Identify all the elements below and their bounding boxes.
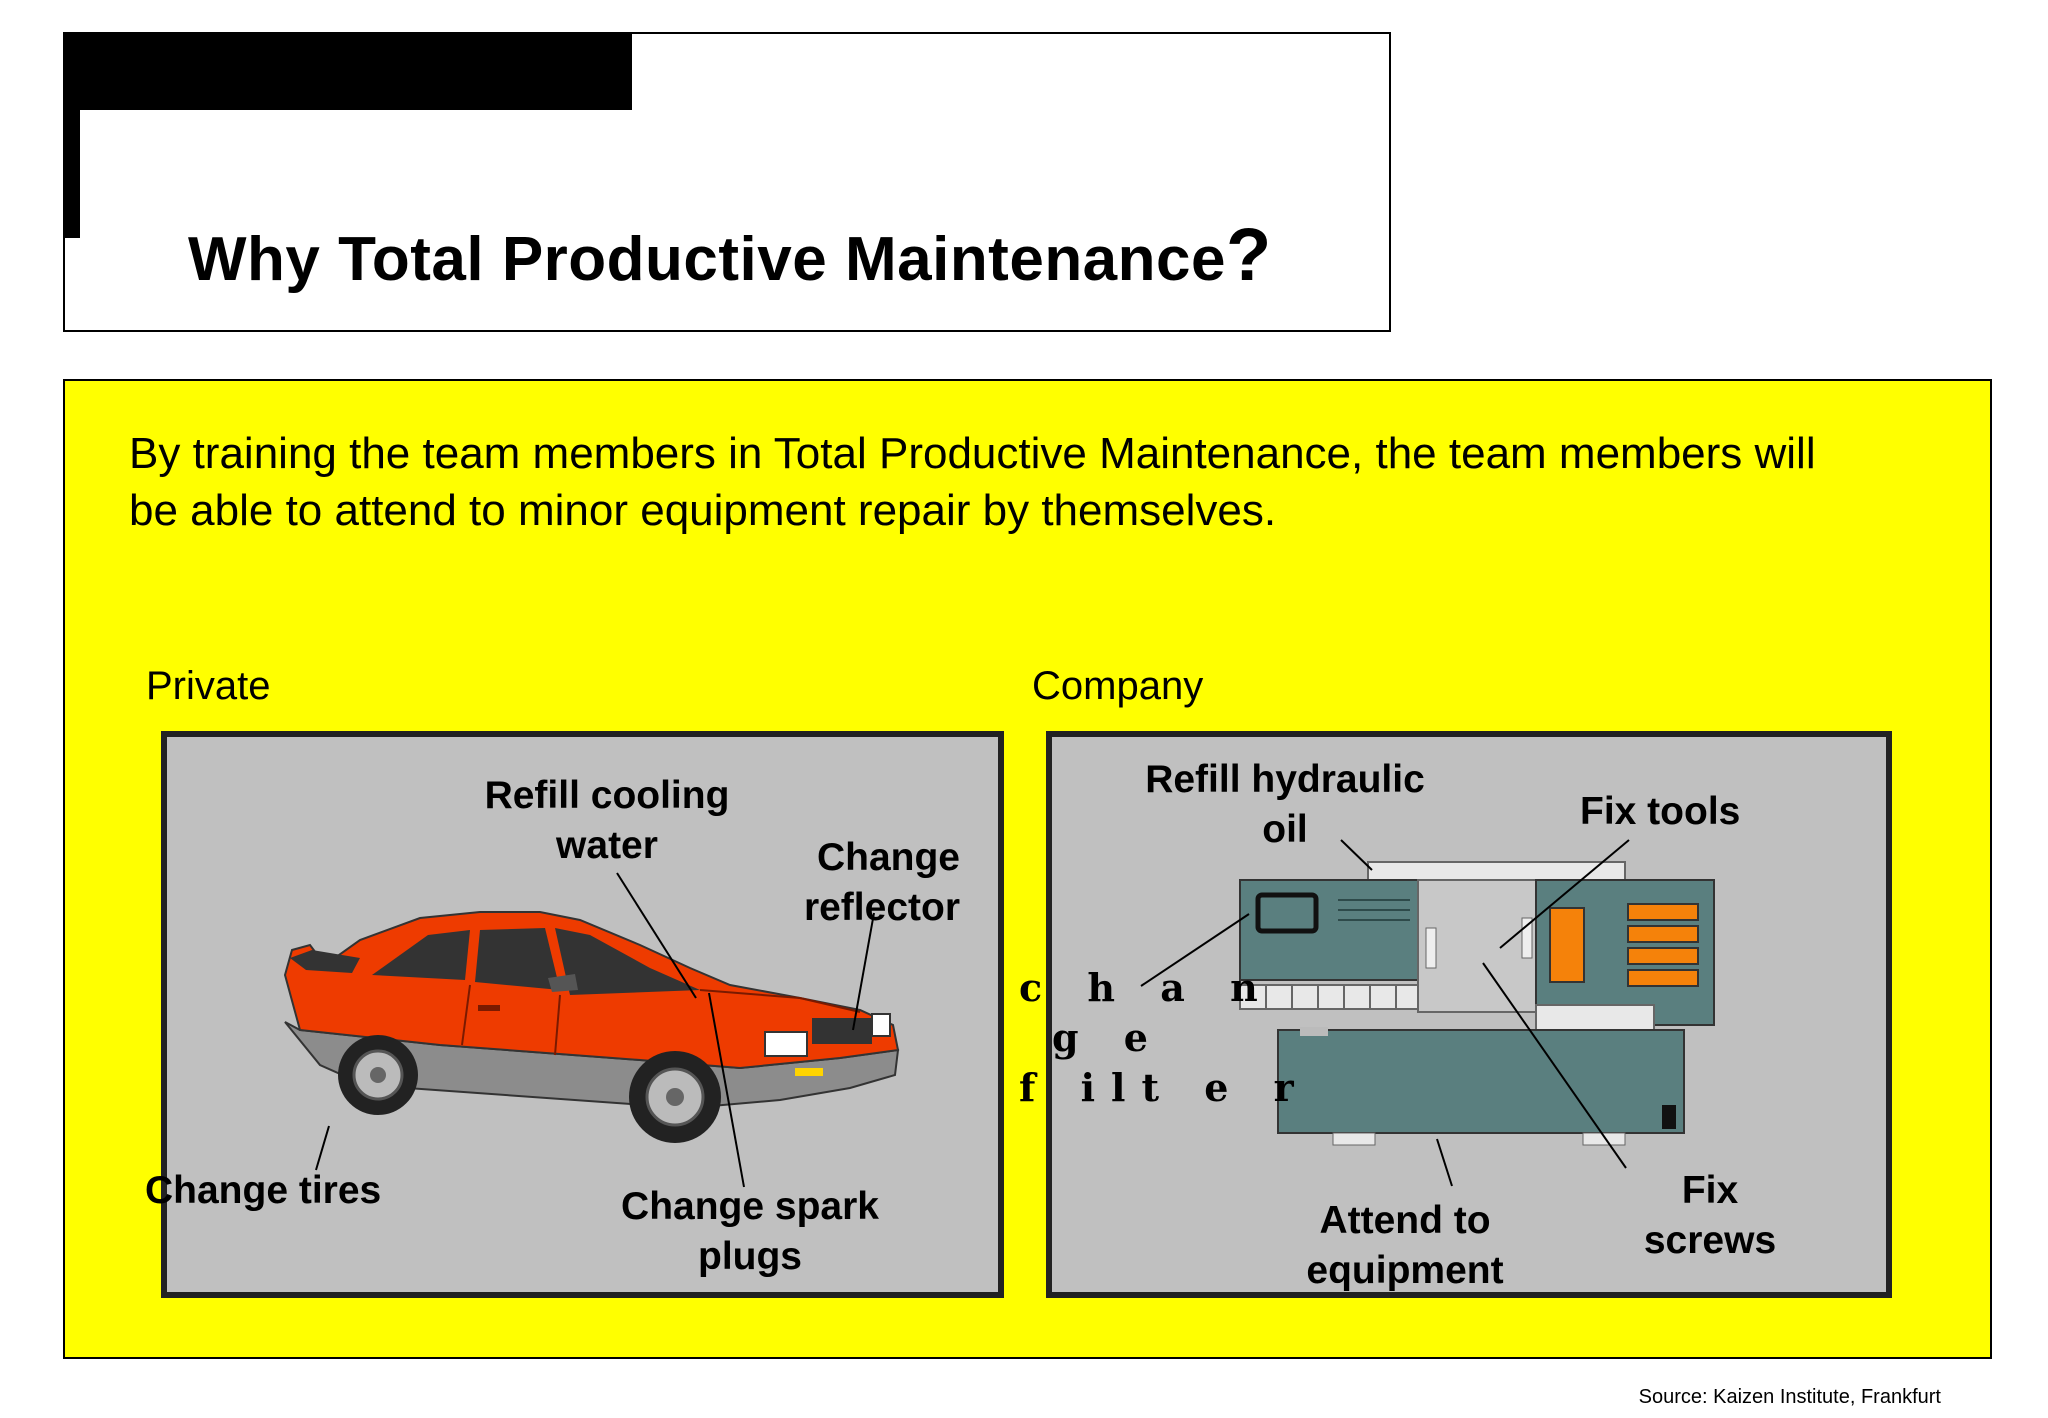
company-heading: Company <box>1032 664 1204 708</box>
page-title: Why Total Productive Maintenance? <box>188 213 1272 296</box>
private-heading: Private <box>146 664 271 708</box>
label-fix-screws: Fix screws <box>1643 1169 1777 1262</box>
label-change-reflector: Change reflector <box>803 836 960 929</box>
label-change-filter: c h a n g e f ilt e r <box>1019 965 1310 1110</box>
machine-illustration <box>1240 862 1714 1145</box>
label-change-tires: Change tires <box>145 1169 382 1212</box>
label-refill-hydraulic-oil: Refill hydraulic oil <box>1145 758 1425 851</box>
intro-text: By training the team members in Total Productive Maintenance, the team members will be able to attend to minor equipment repair by themselves. <box>129 429 1816 535</box>
source-note: Source: Kaizen Institute, Frankfurt <box>1638 1386 1941 1408</box>
car-illustration <box>285 912 898 1143</box>
label-attend-to-equipment: Attend to equipment <box>1306 1199 1504 1292</box>
label-change-spark-plugs: Change spark plugs <box>621 1185 879 1278</box>
label-fix-tools: Fix tools <box>1580 790 1741 833</box>
label-refill-cooling-water: Refill cooling water <box>484 774 730 867</box>
